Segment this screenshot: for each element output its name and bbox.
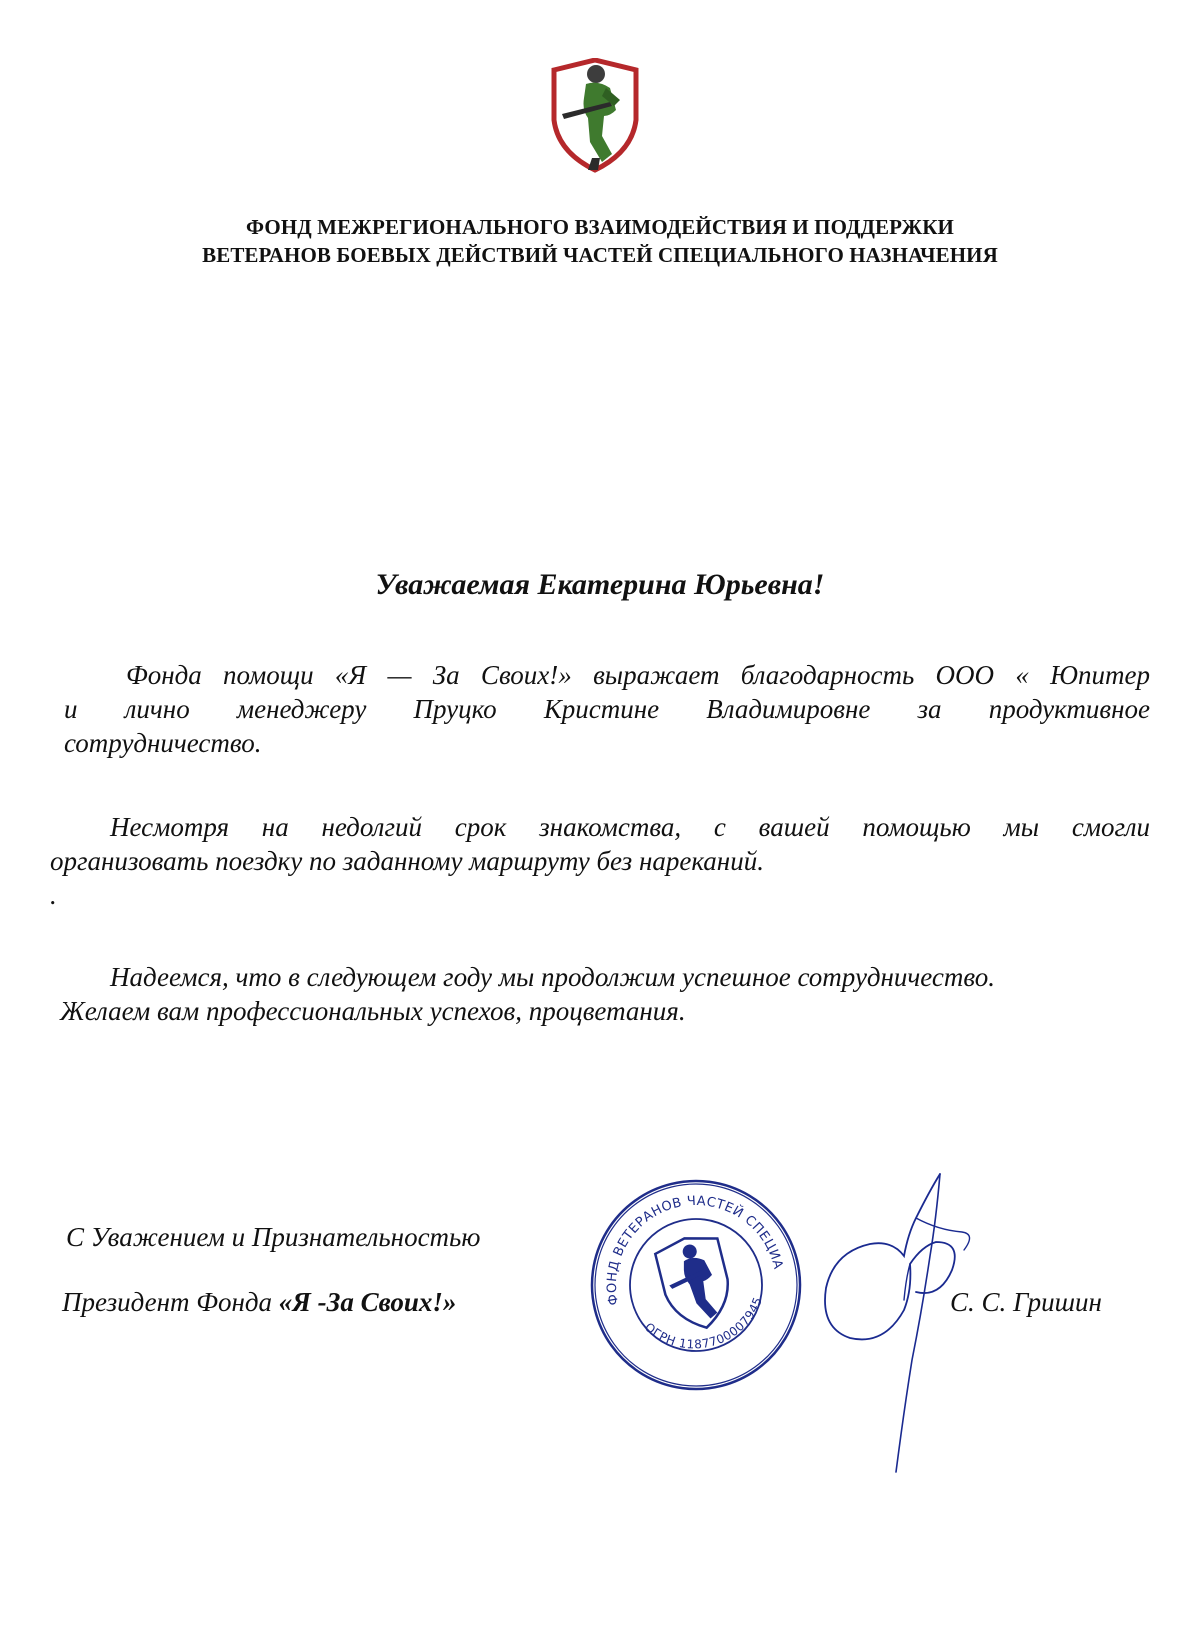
organization-name-line-1: ФОНД МЕЖРЕГИОНАЛЬНОГО ВЗАИМОДЕЙСТВИЯ И ПОДДЕРЖКИ [246, 215, 954, 239]
handwritten-signature [812, 1160, 1002, 1480]
paragraph-line: Надеемся, что в следующем году мы продолжим успешное сотрудничество. [110, 962, 996, 992]
soldier-shield-logo [540, 58, 650, 178]
signer-name: С. С. Гришин [950, 1287, 1102, 1317]
official-stamp [586, 1175, 806, 1395]
paragraph-line: и лично менеджеру Пруцко Кристине Владимировне за продуктивное [64, 694, 1150, 724]
stray-period: . [50, 880, 57, 910]
paragraph-line: организовать поездку по заданному маршруту без нареканий. [50, 846, 764, 876]
organization-name-line-2: ВЕТЕРАНОВ БОЕВЫХ ДЕЙСТВИЙ ЧАСТЕЙ СПЕЦИАЛЬНОГО НАЗНАЧЕНИЯ [202, 243, 998, 267]
paragraph-line: Желаем вам профессиональных успехов, процветания. [60, 996, 686, 1026]
stamp-ring-text: ФОНД ВЕТЕРАНОВ ЧАСТЕЙ СПЕЦИАЛЬНОГО [604, 1193, 786, 1307]
stamp-ogrn: ОГРН 1187700007945 [641, 1294, 766, 1352]
president-title [62, 1285, 456, 1319]
fund-name: «Я -За Своих!» [278, 1287, 457, 1317]
president-prefix: Президент Фонда [62, 1287, 273, 1317]
paragraph-line: Фонда помощи «Я — За Своих!» выражает благодарность ООО « Юпитер [126, 660, 1150, 690]
salutation: Уважаемая Екатерина Юрьевна! [375, 568, 825, 601]
paragraph-line: Несмотря на недолгий срок знакомства, с вашей помощью мы смогли [110, 812, 1150, 842]
closing-regards: С Уважением и Признательностью [66, 1222, 481, 1252]
paragraph-line: сотрудничество. [64, 728, 262, 758]
